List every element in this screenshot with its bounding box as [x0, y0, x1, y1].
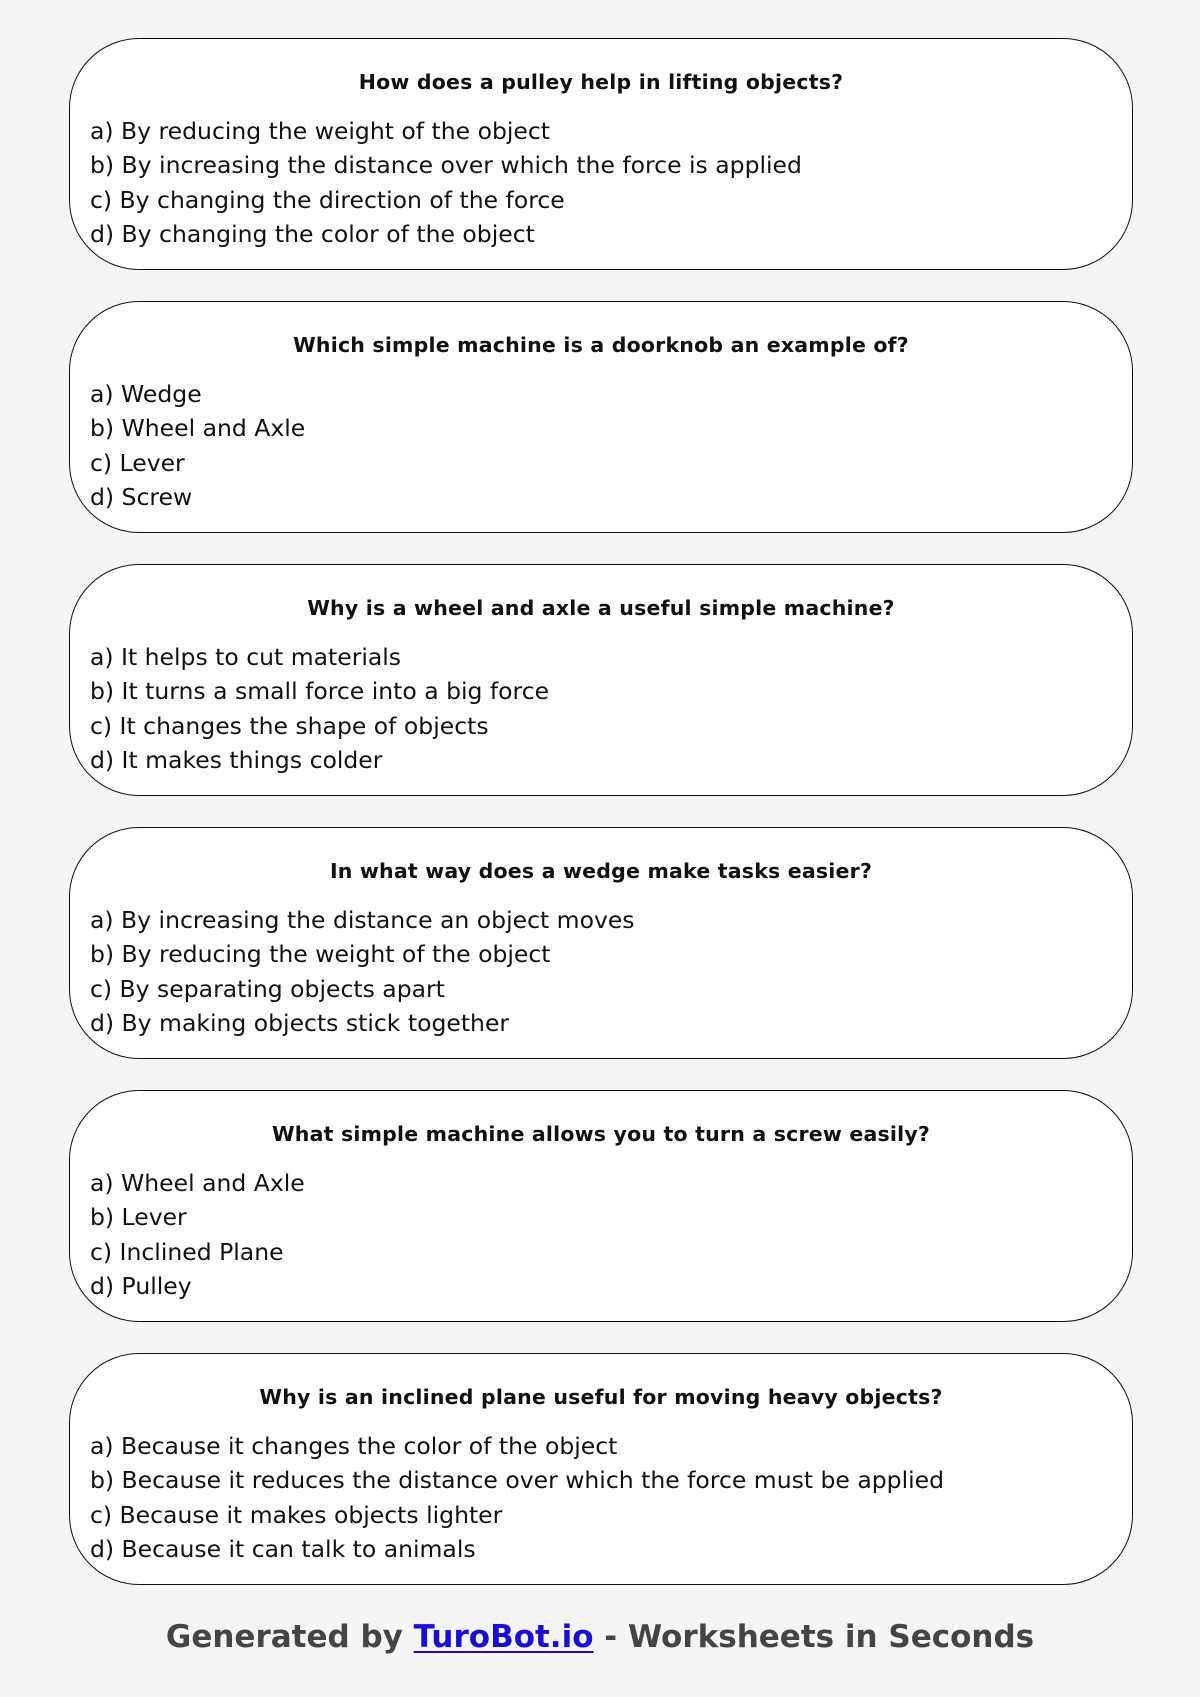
answer-option: d) Pulley [90, 1271, 192, 1300]
question-card [69, 301, 1133, 533]
question-card [69, 827, 1133, 1059]
answer-option: c) Inclined Plane [90, 1237, 284, 1266]
answer-option: a) Wheel and Axle [90, 1169, 305, 1197]
question-title: What simple machine allows you to turn a screw easily? [271, 1122, 931, 1146]
answer-option: b) It turns a small force into a big force [90, 677, 550, 706]
answer-option: c) It changes the shape of objects [90, 711, 489, 740]
question-card [69, 1353, 1133, 1585]
answer-option: a) Wedge [90, 380, 202, 408]
answer-options [90, 114, 1112, 251]
answer-option: a) By increasing the distance an object moves [90, 906, 635, 934]
footer-suffix: - Worksheets in Seconds [593, 1619, 1035, 1655]
answer-option: b) Because it reduces the distance over which the force must be applied [90, 1466, 945, 1495]
answer-option: b) By reducing the weight of the object [90, 940, 551, 969]
answer-option: c) By changing the direction of the force [90, 185, 565, 214]
answer-option: c) By separating objects apart [90, 974, 445, 1003]
question-card [69, 1090, 1133, 1322]
answer-option: b) By increasing the distance over which the force is applied [90, 151, 802, 180]
footer-credit [0, 1617, 1200, 1657]
question-title: Which simple machine is a doorknob an example of? [293, 333, 909, 357]
answer-option: d) It makes things colder [90, 745, 383, 774]
answer-option: d) Because it can talk to animals [90, 1534, 476, 1563]
question-title: Why is a wheel and axle a useful simple machine? [307, 596, 895, 620]
answer-option: c) Because it makes objects lighter [90, 1500, 503, 1529]
question-title: How does a pulley help in lifting objects? [358, 70, 844, 94]
question-list [69, 38, 1133, 1616]
answer-options [90, 1166, 1112, 1303]
footer-prefix: Generated by [165, 1619, 414, 1655]
answer-options [90, 377, 1112, 514]
question-title: Why is an inclined plane useful for moving heavy objects? [259, 1385, 943, 1409]
answer-option: b) Wheel and Axle [90, 414, 306, 443]
answer-options [90, 903, 1112, 1040]
answer-option: b) Lever [90, 1203, 187, 1232]
answer-option: d) By changing the color of the object [90, 219, 535, 248]
answer-option: d) Screw [90, 482, 193, 511]
answer-options [90, 1429, 1112, 1566]
question-card [69, 38, 1133, 270]
answer-option: c) Lever [90, 448, 185, 477]
answer-option: a) Because it changes the color of the object [90, 1432, 618, 1460]
answer-options [90, 640, 1112, 777]
turobot-link[interactable]: TuroBot.io [413, 1619, 594, 1655]
answer-option: a) By reducing the weight of the object [90, 117, 550, 145]
question-title: In what way does a wedge make tasks easier? [329, 859, 873, 883]
answer-option: a) It helps to cut materials [90, 643, 402, 671]
answer-option: d) By making objects stick together [90, 1008, 510, 1037]
question-card [69, 564, 1133, 796]
